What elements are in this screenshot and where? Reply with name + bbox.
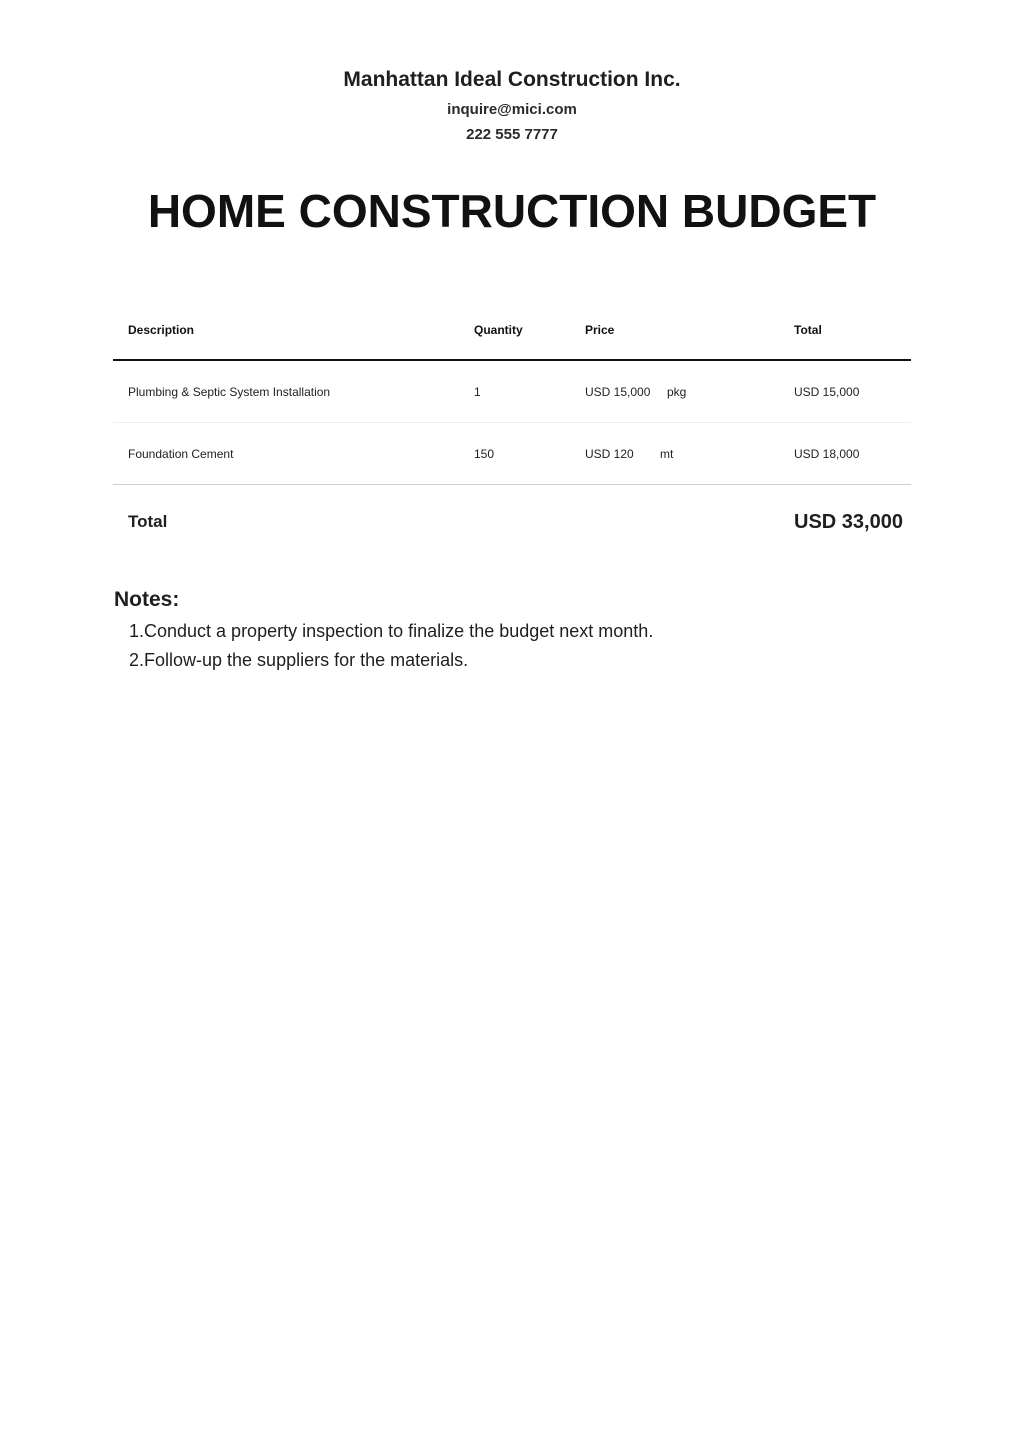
column-header-price: Price: [585, 322, 615, 337]
document-title: HOME CONSTRUCTION BUDGET: [147, 185, 877, 237]
budget-table: [113, 300, 911, 485]
row-quantity: 1: [474, 384, 481, 399]
note-text: Follow-up the suppliers for the materials.: [144, 650, 469, 670]
company-name: Manhattan Ideal Construction Inc.: [343, 68, 681, 91]
grand-total-value: USD 33,000: [794, 511, 903, 533]
row-total: USD 15,000: [794, 384, 860, 399]
row-price: USD 120: [585, 446, 634, 461]
company-email: inquire@mici.com: [447, 101, 577, 118]
column-header-total: Total: [794, 322, 822, 337]
table-row: [113, 423, 911, 485]
table-header-row: [113, 300, 911, 361]
row-unit: pkg: [667, 384, 687, 399]
row-description: Foundation Cement: [128, 446, 234, 461]
list-item: [114, 649, 653, 678]
note-text: Conduct a property inspection to finalize the budget next month.: [144, 621, 654, 641]
grand-total-row: [113, 500, 911, 546]
company-phone: 222 555 7777: [466, 126, 558, 143]
grand-total-label: Total: [128, 512, 168, 531]
row-unit: mt: [660, 446, 674, 461]
column-header-quantity: Quantity: [474, 322, 523, 337]
notes-list: [114, 620, 653, 678]
column-header-description: Description: [128, 322, 195, 337]
note-number: 2.: [128, 650, 144, 670]
note-number: 1.: [128, 621, 144, 641]
row-total: USD 18,000: [794, 446, 860, 461]
row-description: Plumbing & Septic System Installation: [128, 384, 331, 399]
row-quantity: 150: [474, 446, 495, 461]
list-item: [114, 620, 653, 649]
row-price: USD 15,000: [585, 384, 651, 399]
table-row: [113, 361, 911, 423]
notes-heading: Notes:: [114, 588, 180, 611]
